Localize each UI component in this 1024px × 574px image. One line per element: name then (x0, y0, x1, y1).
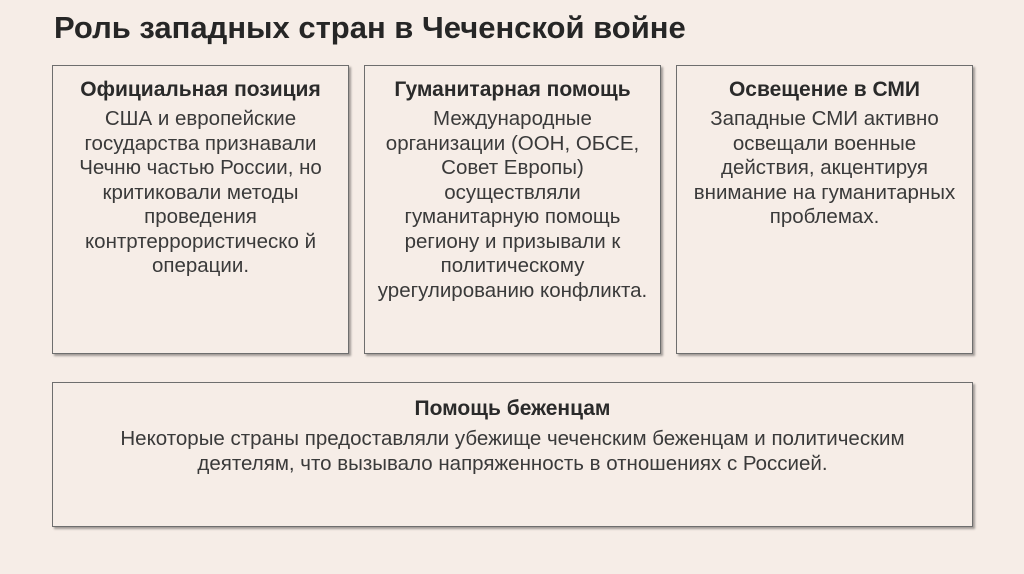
card-text: Западные СМИ активно освещали военные действия, акцентируя внимание на гуманитарных проблемах. (693, 107, 956, 228)
page-title: Роль западных стран в Чеченской войне (54, 10, 686, 45)
card-humanitarian-aid (364, 65, 661, 354)
card-text: Международные организации (ООН, ОБСЕ, Совет Европы) осуществляли гуманитарную помощь региону и призывали к политическому урегулированию конфликта. (377, 107, 648, 302)
card-refugee-help (52, 382, 973, 527)
card-official-position (52, 65, 349, 354)
card-heading: Освещение в СМИ (728, 78, 921, 101)
card-text: Некоторые страны предоставляли убежище чеченским беженцам и политическим деятелям, что вызывало напряженность в отношениях с Россией. (120, 427, 905, 475)
card-text: США и европейские государства признавали Чечню частью России, но критиковали методы проведения контртеррористическо й операции. (79, 107, 322, 277)
card-heading: Официальная позиция (80, 78, 321, 101)
card-media-coverage (676, 65, 973, 354)
card-heading: Гуманитарная помощь (394, 78, 631, 101)
card-heading: Помощь беженцам (414, 397, 611, 420)
